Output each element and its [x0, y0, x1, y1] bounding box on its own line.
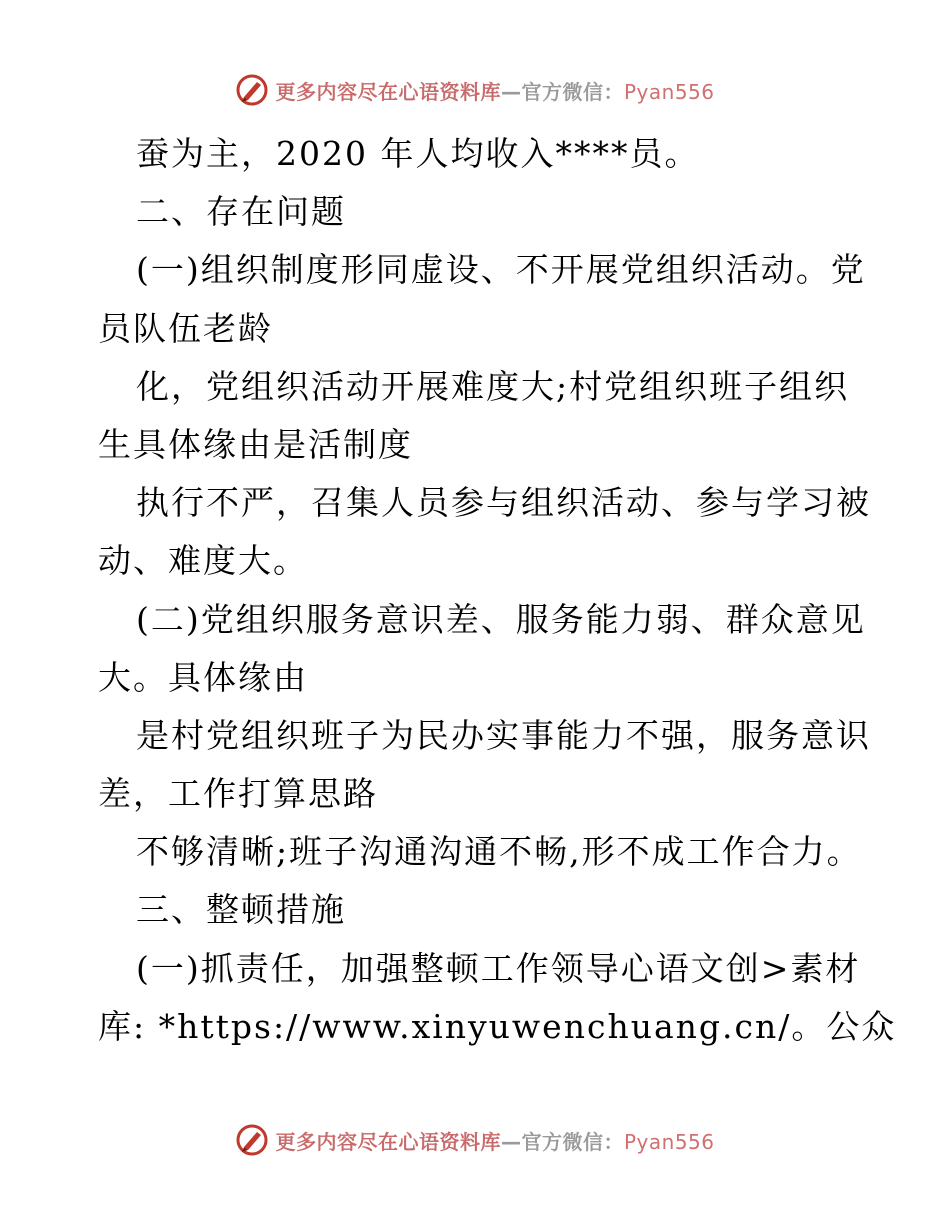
- text-line: 不够清晰;班子沟通沟通不畅,形不成工作合力。: [136, 832, 862, 872]
- document-body: [98, 125, 897, 1056]
- text-line: 化，党组织活动开展难度大;村党组织班子组织: [136, 366, 850, 406]
- text-line: 员队伍老龄: [98, 308, 273, 348]
- header-watermark: [0, 70, 950, 110]
- section-heading: 三、整顿措施: [136, 890, 346, 930]
- text-line: (一)组织制度形同虚设、不开展党组织活动。党: [136, 250, 866, 290]
- text-line: 动、难度大。: [98, 541, 308, 581]
- text-line: 库: *https://www.xinyuwenchuang.cn/。公众: [98, 1006, 897, 1046]
- watermark-dash: —: [500, 1129, 522, 1154]
- watermark-dash: —: [500, 79, 522, 104]
- watermark-text: [275, 76, 714, 105]
- text-line: 生具体缘由是活制度: [98, 424, 413, 464]
- watermark-sub: 官方微信：: [521, 79, 624, 104]
- text-line: 差，工作打算思路: [98, 774, 378, 814]
- text-line: 是村党组织班子为民办实事能力不强，服务意识: [136, 715, 871, 755]
- watermark-text: [275, 1126, 714, 1155]
- text-line: 执行不严，召集人员参与组织活动、参与学习被: [136, 483, 871, 523]
- text-line: 蚕为主，2020 年人均收入****员。: [136, 134, 700, 173]
- text-line: 大。具体缘由: [98, 657, 308, 697]
- watermark-id: Pyan556: [623, 1129, 715, 1154]
- watermark-id: Pyan556: [623, 79, 715, 104]
- footer-watermark: [0, 1120, 950, 1160]
- watermark-main: 更多内容尽在心语资料库: [275, 79, 501, 104]
- text-line: (二)党组织服务意识差、服务能力弱、群众意见: [136, 599, 866, 639]
- watermark-main: 更多内容尽在心语资料库: [275, 1129, 501, 1154]
- section-heading: 二、存在问题: [136, 192, 346, 232]
- watermark-sub: 官方微信：: [521, 1129, 624, 1154]
- pen-logo-icon: [235, 73, 269, 107]
- text-line: (一)抓责任，加强整顿工作领导心语文创>素材: [136, 948, 861, 988]
- pen-logo-icon: [235, 1123, 269, 1157]
